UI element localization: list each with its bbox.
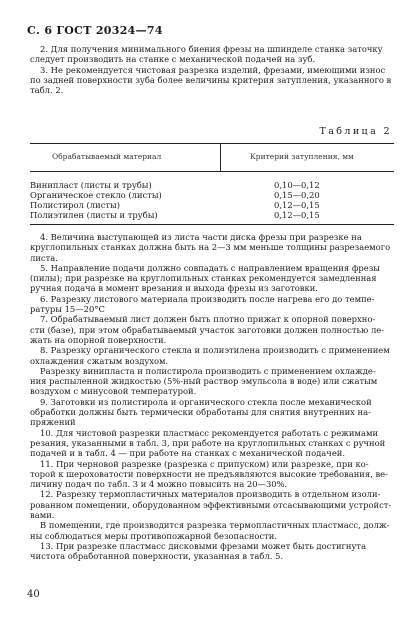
text-line: следует производить на станке с механической подачей на зуб.: [30, 54, 316, 65]
page-number: 40: [27, 589, 40, 600]
text-line: чистота обработанной поверхности, указанная в табл. 5.: [30, 551, 284, 562]
text-line: торой к шероховатости поверхности не предъявляются высокие требования, ве-: [30, 468, 388, 479]
text-line: 13. При разрезке пластмасс дисковыми фрезами может быть достигнута: [40, 540, 367, 551]
table-cell-value: 0,12—0,15: [274, 200, 320, 210]
text-line: 4. Величина выступающей из листа части диска фрезы при разрезке на: [40, 232, 362, 242]
text-line: 2. Для получения минимального биения фрезы на шпинделе станка заточку: [40, 44, 383, 54]
text-line: рованном помещении, оборудованном эффективными отсасывающими устройст-: [30, 499, 392, 510]
text-line: охлаждения сжатым воздухом.: [30, 355, 169, 366]
text-line: по задней поверхности зуба более величины критерия затупления, указанного в: [30, 74, 392, 85]
text-line: 7. Обрабатываемый лист должен быть плотно прижат к опорной поверхно-: [40, 314, 376, 325]
table-header-rule: [30, 171, 394, 172]
text-line: Разрезку винипласта и полистирола производить с применением охлажде-: [40, 365, 376, 376]
text-line: ны соблюдаться меры противопожарной безопасности.: [30, 530, 278, 541]
table-header-material: Обрабатываемый материал: [52, 152, 162, 161]
table-cell-value: 0,15—0,20: [274, 190, 320, 200]
text-line: 10. Для чистовой разрезки пластмасс рекомендуется работать с режимами: [40, 427, 379, 438]
text-line: 8. Разрезку органического стекла и полиэтилена производить с применением: [40, 345, 390, 356]
text-line: табл. 2.: [30, 85, 64, 96]
text-line: резания, указанными в табл. 3, при работе на круглопильных станках с ручной: [30, 437, 386, 448]
text-line: сти (базе), при этом обрабатываемый участок заготовки должен полностью ле-: [30, 324, 385, 335]
text-line: 3. Не рекомендуется чистовая разрезка изделий, фрезами, имеющими износ: [40, 64, 386, 75]
text-line: ратуры 15—20°С: [30, 304, 105, 315]
text-line: обработки должны быть термически обработаны для снятия внутренних на-: [30, 407, 371, 418]
text-line: В помещении, где производится разрезка термопластичных пластмасс, долж-: [40, 520, 390, 531]
text-line: пряжений: [30, 417, 76, 428]
table-cell-material: Винипласт (листы и трубы): [30, 180, 152, 190]
text-line: 12. Разрезку термопластичных материалов производить в отдельном изоли-: [40, 489, 381, 500]
table-top-rule: [30, 143, 394, 144]
page-header: С. 6 ГОСТ 20324—74: [27, 24, 163, 37]
text-line: ручная подача в момент врезания и выхода фрезы из заготовки.: [30, 283, 318, 294]
text-line: 5. Направление подачи должно совпадать с направлением вращения фрезы: [40, 262, 380, 273]
table-cell-material: Органическое стекло (листы): [30, 190, 162, 200]
table-header-criterion: Критерий затупления, мм: [250, 152, 354, 161]
text-line: 9. Заготовки из полистирола и органического стекла после механической: [40, 396, 372, 407]
text-line: (пилы); при разрезке на круглопильных станках рекомендуется замедленная: [30, 273, 377, 284]
text-line: жать на опорной поверхности.: [30, 334, 167, 345]
text-line: 6. Разрезку листового материала производить после нагрева его до темпе-: [40, 293, 375, 304]
body-paragraphs: [30, 232, 394, 562]
text-line: подачей и в табл. 4 — при работе на станках с механической подачей.: [30, 448, 346, 459]
text-line: листа.: [30, 252, 58, 263]
table-cell-value: 0,12—0,15: [274, 210, 320, 220]
text-line: личину подач по табл. 3 и 4 можно повысить на 20—30%.: [30, 479, 288, 490]
text-line: 11. При черновой разрезке (разрезка с припуском) или разрезке, при ко-: [40, 458, 369, 469]
table-cell-value: 0,10—0,12: [274, 180, 320, 190]
table-cell-material: Полистирол (листы): [30, 200, 120, 210]
text-line: воздухом с минусовой температурой.: [30, 386, 197, 397]
text-line: ния распыленной жидкостью (5%-ный раствор эмульсола в воде) или сжатым: [30, 376, 378, 387]
table-bottom-rule: [30, 224, 394, 225]
text-line: вами.: [30, 510, 55, 521]
table-title: Таблица 2: [319, 126, 392, 137]
table-column-divider: [220, 143, 221, 171]
text-line: круглопильных станках должна быть на 2—3 мм меньше толщины разрезаемого: [30, 242, 391, 253]
intro-paragraphs: [30, 44, 394, 95]
table-cell-material: Полиэтилен (листы и трубы): [30, 210, 158, 220]
